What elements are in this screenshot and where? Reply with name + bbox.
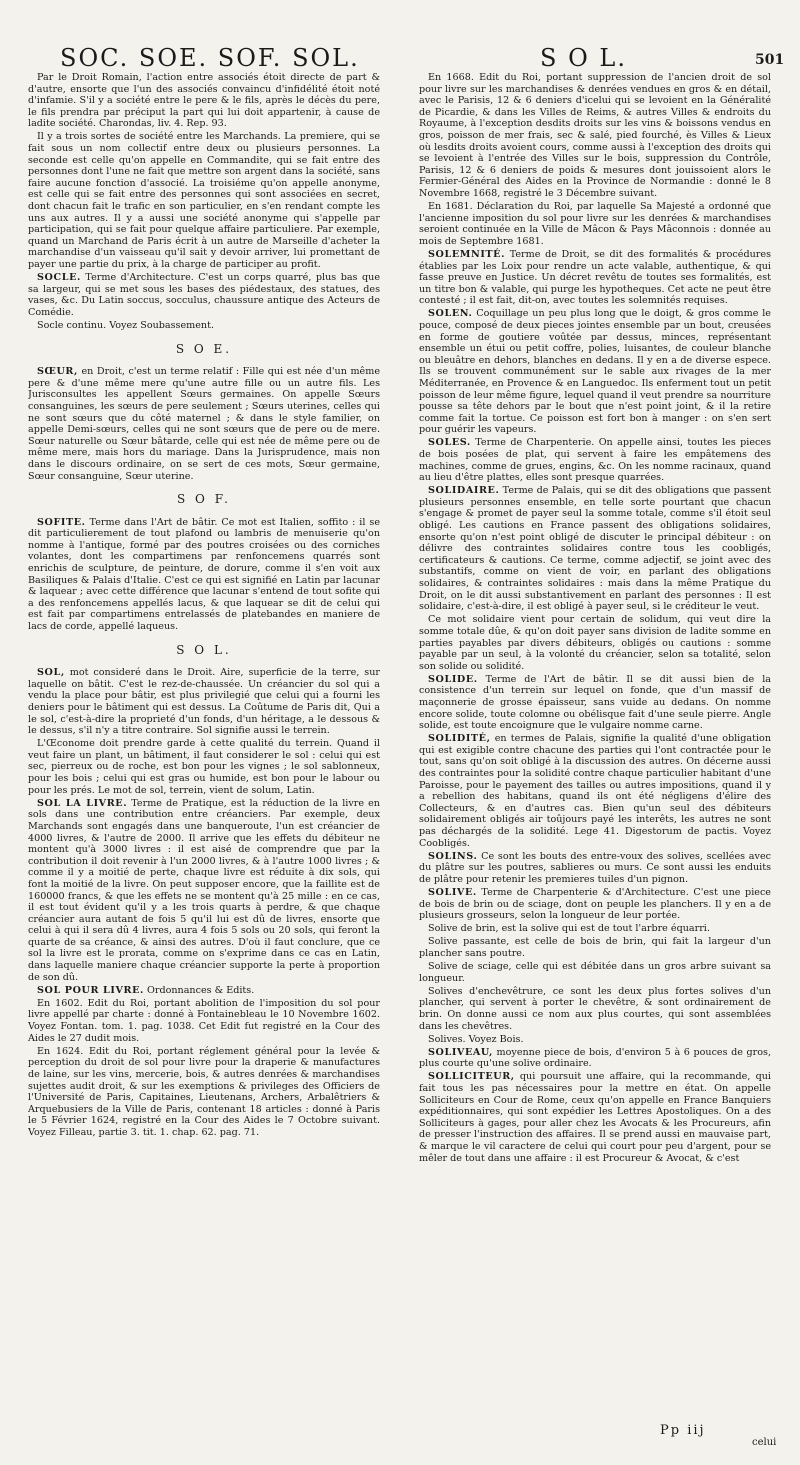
entry-text: Terme de Charpenterie & d'Architecture. C'est une piece de bois de brin ou de sciage, dont on peuple les planchers. Il y en a de plusieurs grosseurs, selon la longueur de leur portée. bbox=[419, 886, 771, 922]
entry-text: Ce mot solidaire vient pour certain de solidum, qui veut dire la somme totale dûe, & qu'on doit payer sans division de ladite somme en parties payables par divers débiteurs, obligés ou cautions : somme payable par un seul, à la volonté du créancier, selon sa totalité, selon son solide ou solidité. bbox=[419, 614, 771, 672]
running-header-right: S O L. bbox=[540, 44, 627, 72]
paragraph bbox=[28, 1046, 380, 1139]
paragraph bbox=[28, 998, 380, 1044]
entry-text: Solive de sciage, celle qui est débitée dans un gros arbre suivant sa longueur. bbox=[419, 961, 771, 984]
paragraph bbox=[419, 923, 771, 935]
entry-text: En 1624. Edit du Roi, portant réglement général pour la levée & perception du droit de sol pour livre pour la draperie & manufactures de laine, sur les vins, mercerie, bois, & autres denrées & marchandises sujettes audit droit, & sur les exemptions & privileges des Officiers de l'Université de Paris, Capitaines, Lieutenans, Archers, Arbalêtriers & Arquebusiers de la Ville de Paris, contenant 18 articles : donné à Paris le 5 Février 1624, registré en la Cour des Aides le 7 Octobre suivant. Voyez Filleau, partie 3. tit. 1. chap. 62. pag. 71. bbox=[28, 1045, 380, 1138]
entry-headword: SOLIVE. bbox=[428, 886, 477, 898]
entry-text: Solive passante, est celle de bois de brin, qui fait la largeur d'un plancher sans poutre. bbox=[419, 936, 771, 959]
entry-headword: SOLEN. bbox=[428, 308, 473, 320]
entry-text: Terme de l'Art de bâtir. Il se dit aussi bien de la consistence d'un terrein sur lequel on fonde, que d'un massif de maçonnerie de grosse épaisseur, sans vuide au dedans. On nomme encore solide, toute colomne ou obélisque fait d'une seule pierre. Angle solide, est toute encoignure que le vulgaire nomme carne. bbox=[419, 673, 771, 732]
entry-text: Terme de Droit, se dit des formalités & procédures établies par les Loix pour rendre un acte valable, authentique, & qui fasse preuve en Justice. Un décret revêtu de toutes ses formalités, est un titre bon & valable, qui purge les hypotheques. Cet acte ne peut être contesté ; il est fait, dit-on, avec toutes les solemnités requises. bbox=[419, 248, 771, 307]
entry-headword: SOL LA LIVRE. bbox=[37, 797, 128, 809]
entry-headword: SOLIVEAU, bbox=[428, 1046, 493, 1058]
entry-text: Ce sont les bouts des entre-voux des solives, scellées avec du plâtre sur les poutres, sablieres ou murs. Ce sont aussi les enduits de plâtre pour retenir les premieres tuiles d'un pignon. bbox=[419, 850, 771, 885]
entry-headword: SŒUR, bbox=[37, 366, 78, 378]
entry-text: En 1602. Edit du Roi, portant abolition de l'imposition du sol pour livre appellé par charte : donné à Fontainebleau le 10 Novembre 1602. Voyez Fontan. tom. 1. pag. 1038. Cet Edit fut registré en la Cour des Aides le 27 dudit mois. bbox=[28, 997, 380, 1044]
left-column bbox=[28, 72, 380, 1410]
page-number: 501 bbox=[755, 52, 785, 68]
entry-text: en Droit, c'est un terme relatif : Fille qui est née d'un même pere & d'une même mere qu'une autre fille ou un autre fils. Les Jurisconsultes les appellent Sœurs germaines. On appelle Sœurs consanguines, les sœurs de pere seulement ; Sœurs uterines, celles qui ne sont sœurs que du côté maternel ; & dans le style familier, on appelle Demi-sœurs, celles qui ne sont sœurs que de pere ou de mere. Sœur naturelle ou Sœur bâtarde, celle qui est née de même pere ou de même mere, mais hors du mariage. Dans la Jurisprudence, mais non dans le discours ordinaire, on se sert de ces mots, Sœur germaine, Sœur consanguine, Sœur uterine. bbox=[28, 366, 380, 482]
entry-text: En 1668. Edit du Roi, portant suppression de l'ancien droit de sol pour livre sur les marchandises & denrées vendues en gros & en détail, avec le Parisis, 12 & 6 deniers d'icelui qui se levoient en la Généralité de Picardie, & dans les Villes de Reims, & autres Villes & endroits du Royaume, à l'exception desdits droits sur les vins & boissons vendus en gros, poisson de mer frais, sec & salé, pied fourché, ès Villes & Lieux où lesdits droits avoient cours, comme aussi à l'exception des droits qui se levoient à l'entrée des Villes sur le bois, suppression du Contrôle, Parisis, 12 & 6 deniers de poids & mesures dont jouissoient alors le Fermier-Général des Aides en la Province de Normandie : donné le 8 Novembre 1668, registré le 3 Décembre suivant. bbox=[419, 72, 771, 199]
paragraph bbox=[28, 131, 380, 270]
paragraph bbox=[419, 733, 771, 849]
entry-headword: SOL, bbox=[37, 667, 65, 679]
paragraph bbox=[419, 614, 771, 672]
paragraph bbox=[419, 1071, 771, 1164]
entry-text: Coquillage un peu plus long que le doigt, & gros comme le pouce, composé de deux pieces jointes ensemble par un bout, creusées en forme de goutiere voûtée par dessus, minces, représentant ensemble un étui ou petit coffre, polies, luisantes, de couleur blanche ou bleuâtre en dehors, blanches en dedans. Il y en a de diverse espece. Ils se trouvent communément sur le sable aux rivages de la mer Méditerranée, en Provence & en Languedoc. Ils enferment tout un petit poisson de leur même figure, lequel quand il veut prendre sa nourriture pousse sa tête dehors par le bout que n'est point joint, & il la retire comme fait la tortue. Ce poisson est fort bon à manger : on s'en sert pour guérir les vapeurs. bbox=[419, 308, 771, 436]
paragraph bbox=[28, 72, 380, 130]
entry-text: moyenne piece de bois, d'environ 5 à 6 pouces de gros, plus courte qu'une solive ordinaire. bbox=[419, 1046, 771, 1070]
catchword: celui bbox=[752, 1437, 777, 1448]
paragraph bbox=[419, 485, 771, 613]
entry-headword: SOCLE. bbox=[37, 272, 81, 284]
entry-text: Par le Droit Romain, l'action entre associés étoit directe de part & d'autre, ensorte que l'un des associés convaincu d'infidélité étoit noté d'infamie. S'il y a société entre le pere & le fils, après le décès du pere, le fils prendra par préciput la part qui lui doit appartenir, à cause de ladite société. Charondas, liv. 4. Rep. 93. bbox=[28, 72, 380, 130]
entry-text: Il y a trois sortes de société entre les Marchands. La premiere, qui se fait sous un nom collectif entre deux ou plusieurs personnes. La seconde est celle qu'on appelle en Commandite, qui se fait entre des personnes dont l'une ne fait que mettre son argent dans la société, sans faire aucune fonction d'associé. La troisiéme qu'on appelle anonyme, est celle qui se fait entre des personnes qui sont associées en secret, dont chacun fait le trafic en son particulier, en s'en rendant compte les uns aux autres. Il y a aussi une société anonyme qui s'appelle par participation, qui se fait pour quelque affaire particuliere. Par exemple, quand un Marchand de Paris écrit à un autre de Marseille d'acheter la marchandise d'un vaisseau qu'il sait y devoir arriver, lui promettant de payer une partie du prix, à la charge de participer au profit. bbox=[28, 131, 380, 270]
signature-mark: Pp iij bbox=[660, 1423, 706, 1438]
entry-text: qui poursuit une affaire, qui la recommande, qui fait tous les pas nécessaires pour la mettre en état. On appelle Solliciteurs en Cour de Rome, ceux qu'on appelle en France Banquiers expéditionnaires, qui sont expédier les Lettres Apostoliques. On a des Solliciteurs à gages, pour aller chez les Avocats & les Procureurs, afin de presser l'instruction des affaires. Il se prend aussi en mauvaise part, & marque le vil caractere de celui qui court pour peu d'argent, pour se mêler de tout dans une affaire : il est Procureur & Avocat, & c'est bbox=[419, 1071, 771, 1164]
paragraph bbox=[419, 851, 771, 886]
paragraph bbox=[28, 320, 380, 332]
entry-text: mot consideré dans le Droit. Aire, superficie de la terre, sur laquelle on bâtit. C'est le rez-de-chaussée. Un créancier du sol qui a vendu la place pour bâtir, est plus privilegié que celui qui a fourni les deniers pour le bâtiment qui est dessus. La Coûtume de Paris dit, Qui a le sol, c'est-à-dire la proprieté d'un fonds, d'un héritage, a le dessous & le dessus, s'il n'y a titre contraire. Sol signifie aussi le terrein. bbox=[28, 667, 380, 737]
entry-headword: SOLIDITÉ, bbox=[428, 733, 491, 745]
section-heading: S O L. bbox=[176, 642, 232, 657]
paragraph bbox=[419, 986, 771, 1032]
entry-text: L'Œconome doit prendre garde à cette qualité du terrein. Quand il veut faire un plant, un bâtiment, il faut considerer le sol : celui qui est sec, pierreux ou de roche, est bon pour les vignes ; le sol sablonneux, pour les bois ; celui qui est gras ou humide, est bon pour le labour ou pour les prés. Le mot de sol, terrein, vient de solum, Latin. bbox=[28, 738, 380, 796]
paragraph bbox=[419, 887, 771, 922]
entry-text: en termes de Palais, signifie la qualité d'une obligation qui est exigible contre chacune des parties qui l'ont contractée pour le tout, sans qu'on soit obligé à la discussion des autres. On décerne aussi des contraintes pour la solidité contre chaque particulier habitant d'une Paroisse, pour le payement des tailles ou autres impositions, quand il y a rebellion des habitans, quand ils ont été négligens d'élire des Collecteurs, & en d'autres cas. Bien qu'un seul des débiteurs solidairement obligés air toûjours payé les interêts, les autres ne sont pas déchargés de la solidité. Lege 41. Digestorum de pactis. Voyez Coobligés. bbox=[419, 733, 771, 849]
entry-text: Solives. Voyez Bois. bbox=[428, 1033, 524, 1045]
running-header-left: SOC. SOE. SOF. SOL. bbox=[60, 44, 360, 72]
entry-headword: SOLIDE. bbox=[428, 673, 478, 685]
paragraph bbox=[28, 517, 380, 633]
entry-headword: SOLINS. bbox=[428, 850, 478, 862]
paragraph bbox=[419, 961, 771, 984]
entry-text: En 1681. Déclaration du Roi, par laquelle Sa Majesté a ordonné que l'ancienne imposition du sol pour livre sur les denrées & marchandises seroient continuée en la Ville de Mâcon & Pays Mâconnois : donnée au mois de Septembre 1681. bbox=[419, 201, 771, 247]
entry-headword: SOLEMNITÉ. bbox=[428, 248, 506, 260]
entry-headword: SOLES. bbox=[428, 437, 471, 449]
paragraph bbox=[28, 738, 380, 796]
entry-text: Solives d'enchevêtrure, ce sont les deux plus fortes solives d'un plancher, qui servent à porter le chevêtre, & sont ordinairement de brin. On donne aussi ce nom aux plus courtes, qui sont assemblées dans les chevêtres. bbox=[419, 985, 771, 1032]
paragraph bbox=[419, 249, 771, 307]
paragraph bbox=[419, 201, 771, 247]
section-heading: S O E. bbox=[175, 341, 233, 356]
entry-headword: SOLLICITEUR, bbox=[428, 1071, 515, 1083]
right-column bbox=[419, 72, 771, 1437]
entry-text: Terme de Palais, qui se dit des obligations que passent plusieurs personnes ensemble, en telle sorte pourtant que chacun s'engage & promet de payer seul la somme totale, comme s'il étoit seul obligé. Les cautions en France passent des obligations solidaires, ensorte qu'on n'est point obligé de discuter le principal débiteur : on délivre des contraintes solidaires contre tous les coobligés, certificateurs & cautions. Ce terme, comme adjectif, se joint avec des substantifs, comme on vient de voir, en parlant des obligations solidaires, & contraintes solidaires : mais dans la même Pratique du Droit, on le dit aussi substantivement en parlant des personnes : Il est solidaire, c'est-à-dire, il est obligé à payer seul, si le créditeur le veut. bbox=[419, 485, 771, 613]
paragraph bbox=[419, 437, 771, 483]
section-heading: S O F. bbox=[177, 492, 231, 507]
paragraph bbox=[419, 72, 771, 200]
paragraph bbox=[28, 667, 380, 737]
paragraph bbox=[28, 366, 380, 482]
entry-text: Terme de Pratique, est la réduction de la livre en sols dans une contribution entre créanciers. Par exemple, deux Marchands sont engagés dans une banqueroute, l'un est créancier de 4000 livres, & l'autre de 2000. Il arrive que les effets du débiteur ne montent qu'à 3000 livres : il est aisé de comprendre que par la contribution il doit revenir à l'un 2000 livres, & à l'autre 1000 livres ; & comme il y a moitié de perte, chaque livre est réduite à dix sols, qui font la moitié de la livre. On peut supposer encore, que la faillite est de 160000 francs, & que les effets ne se montent qu'à 25 mille : en ce cas, il est tout évident qu'il y a les trois quarts à perdre, & que chaque créancier aura autant de fois 5 qu'il lui est dû de livres, ensorte que celui à qui il sera dû 4 livres, aura 4 fois 5 sols ou 20 sols, qui feront la quarte de sa créance, & ainsi des autres. D'où il faut conclure, que ce sol la livre est le prorata, comme on s'exprime dans ce cas en Latin, dans laquelle maniere chaque créancier supporte la perte à proportion de son dû. bbox=[28, 797, 380, 983]
entry-headword: SOLIDAIRE. bbox=[428, 485, 500, 497]
paragraph bbox=[419, 1047, 771, 1070]
paragraph bbox=[419, 936, 771, 959]
entry-text: Solive de brin, est la solive qui est de tout l'arbre équarri. bbox=[428, 923, 710, 935]
paragraph bbox=[28, 272, 380, 318]
paragraph bbox=[419, 1034, 771, 1046]
paragraph bbox=[419, 308, 771, 436]
entry-text: Terme de Charpenterie. On appelle ainsi, toutes les pieces de bois posées de plat, qui servent à faire les empâtemens des machines, comme de grues, engins, &c. On les nomme racinaux, quand au lieu d'être plattes, elles sont presque quarrées. bbox=[419, 437, 771, 484]
paragraph bbox=[28, 798, 380, 984]
entry-text: Socle continu. Voyez Soubassement. bbox=[37, 319, 215, 331]
entry-text: Terme dans l'Art de bâtir. Ce mot est Italien, soffito : il se dit particulierement de tout plafond ou lambris de menuiserie qu'on nomme à l'antique, formé par des poutres croisées ou des corniches volantes, dont les compartimens par renfoncemens quarrés sont enrichis de sculpture, de peinture, de dorure, comme il s'en voit aux Basiliques & Palais d'Italie. C'est ce qui est signifié en Latin par lacunar & laquear ; avec cette différence que lacunar s'entend de tout sofite qui a des renfoncemens appellés lacus, & que laquear se dit de celui qui est fait par compartimens entrelassés de platebandes en maniere de lacs de corde, appellé laqueus. bbox=[28, 516, 380, 633]
entry-text: Terme d'Architecture. C'est un corps quarré, plus bas que sa largeur, qui se met sous les bases des piédestaux, des statues, des vases, &c. Du Latin soccus, socculus, chaussure antique des Acteurs de Comédie. bbox=[28, 272, 380, 318]
paragraph bbox=[419, 674, 771, 732]
entry-headword: SOL POUR LIVRE. bbox=[37, 984, 144, 996]
entry-text: Ordonnances & Edits. bbox=[143, 984, 255, 996]
paragraph bbox=[28, 985, 380, 997]
entry-headword: SOFITE. bbox=[37, 516, 86, 528]
